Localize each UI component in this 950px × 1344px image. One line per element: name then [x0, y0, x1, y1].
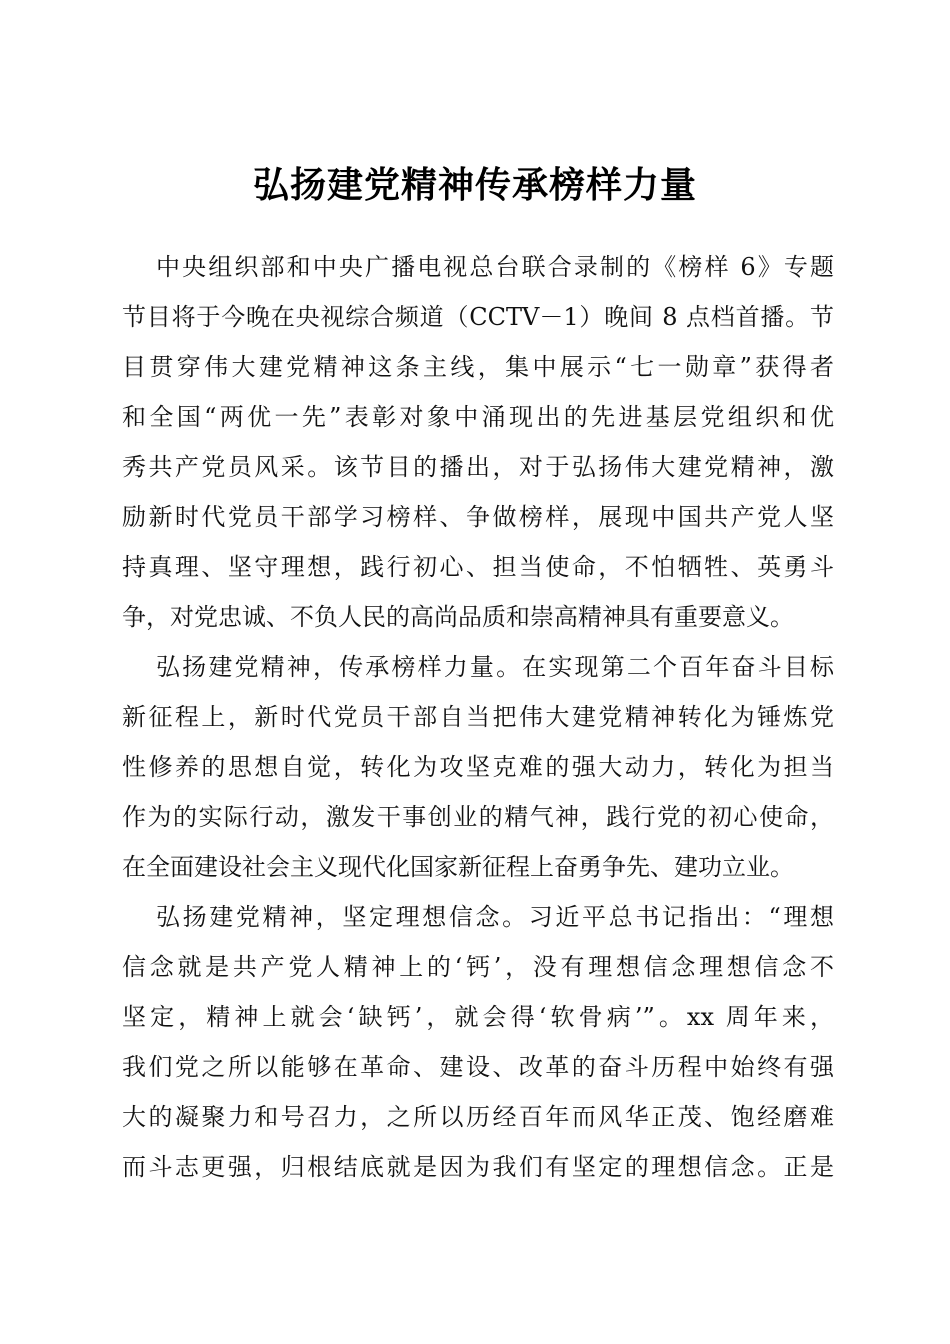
text-line: 秀共产党员风采。该节目的播出，对于弘扬伟大建党精神，激 [122, 453, 834, 481]
document-body [122, 242, 834, 1192]
text-line: 励新时代党员干部学习榜样、争做榜样，展现中国共产党人坚 [122, 503, 834, 531]
text-line: 和全国“两优一先”表彰对象中涌现出的先进基层党组织和优 [122, 403, 834, 431]
text-line: 目贯穿伟大建党精神这条主线，集中展示“七一勋章”获得者 [122, 353, 834, 381]
text-line: 在全面建设社会主义现代化国家新征程上奋勇争先、建功立业。 [122, 853, 794, 881]
text-line: 大的凝聚力和号召力，之所以历经百年而风华正茂、饱经磨难 [122, 1103, 834, 1131]
text-line: 弘扬建党精神，坚定理想信念。习近平总书记指出：“理想 [156, 903, 834, 931]
text-line: 坚定，精神上就会‘缺钙’，就会得‘软骨病’”。xx 周年来， [122, 1003, 834, 1031]
text-line: 信念就是共产党人精神上的‘钙’，没有理想信念理想信念不 [122, 953, 834, 981]
text-line: 性修养的思想自觉，转化为攻坚克难的强大动力，转化为担当 [122, 753, 834, 781]
paragraph-3 [122, 892, 834, 1192]
text-line: 争，对党忠诚、不负人民的高尚品质和崇高精神具有重要意义。 [122, 603, 794, 631]
text-line: 而斗志更强，归根结底就是因为我们有坚定的理想信念。正是 [122, 1153, 834, 1181]
text-line: 节目将于今晚在央视综合频道（CCTV－1）晚间 8 点档首播。节 [122, 303, 834, 331]
text-line: 我们党之所以能够在革命、建设、改革的奋斗历程中始终有强 [122, 1053, 834, 1081]
paragraph-2 [122, 642, 834, 892]
text-line: 中央组织部和中央广播电视总台联合录制的《榜样 6》专题 [156, 253, 834, 281]
paragraph-1 [122, 242, 834, 642]
text-line: 持真理、坚守理想，践行初心、担当使命，不怕牺牲、英勇斗 [122, 553, 834, 581]
document-title: 弘扬建党精神传承榜样力量 [252, 164, 697, 206]
text-line: 作为的实际行动，激发干事创业的精气神，践行党的初心使命， [122, 803, 834, 831]
text-line: 新征程上，新时代党员干部自当把伟大建党精神转化为锤炼党 [122, 703, 834, 731]
text-line: 弘扬建党精神，传承榜样力量。在实现第二个百年奋斗目标 [156, 653, 834, 681]
